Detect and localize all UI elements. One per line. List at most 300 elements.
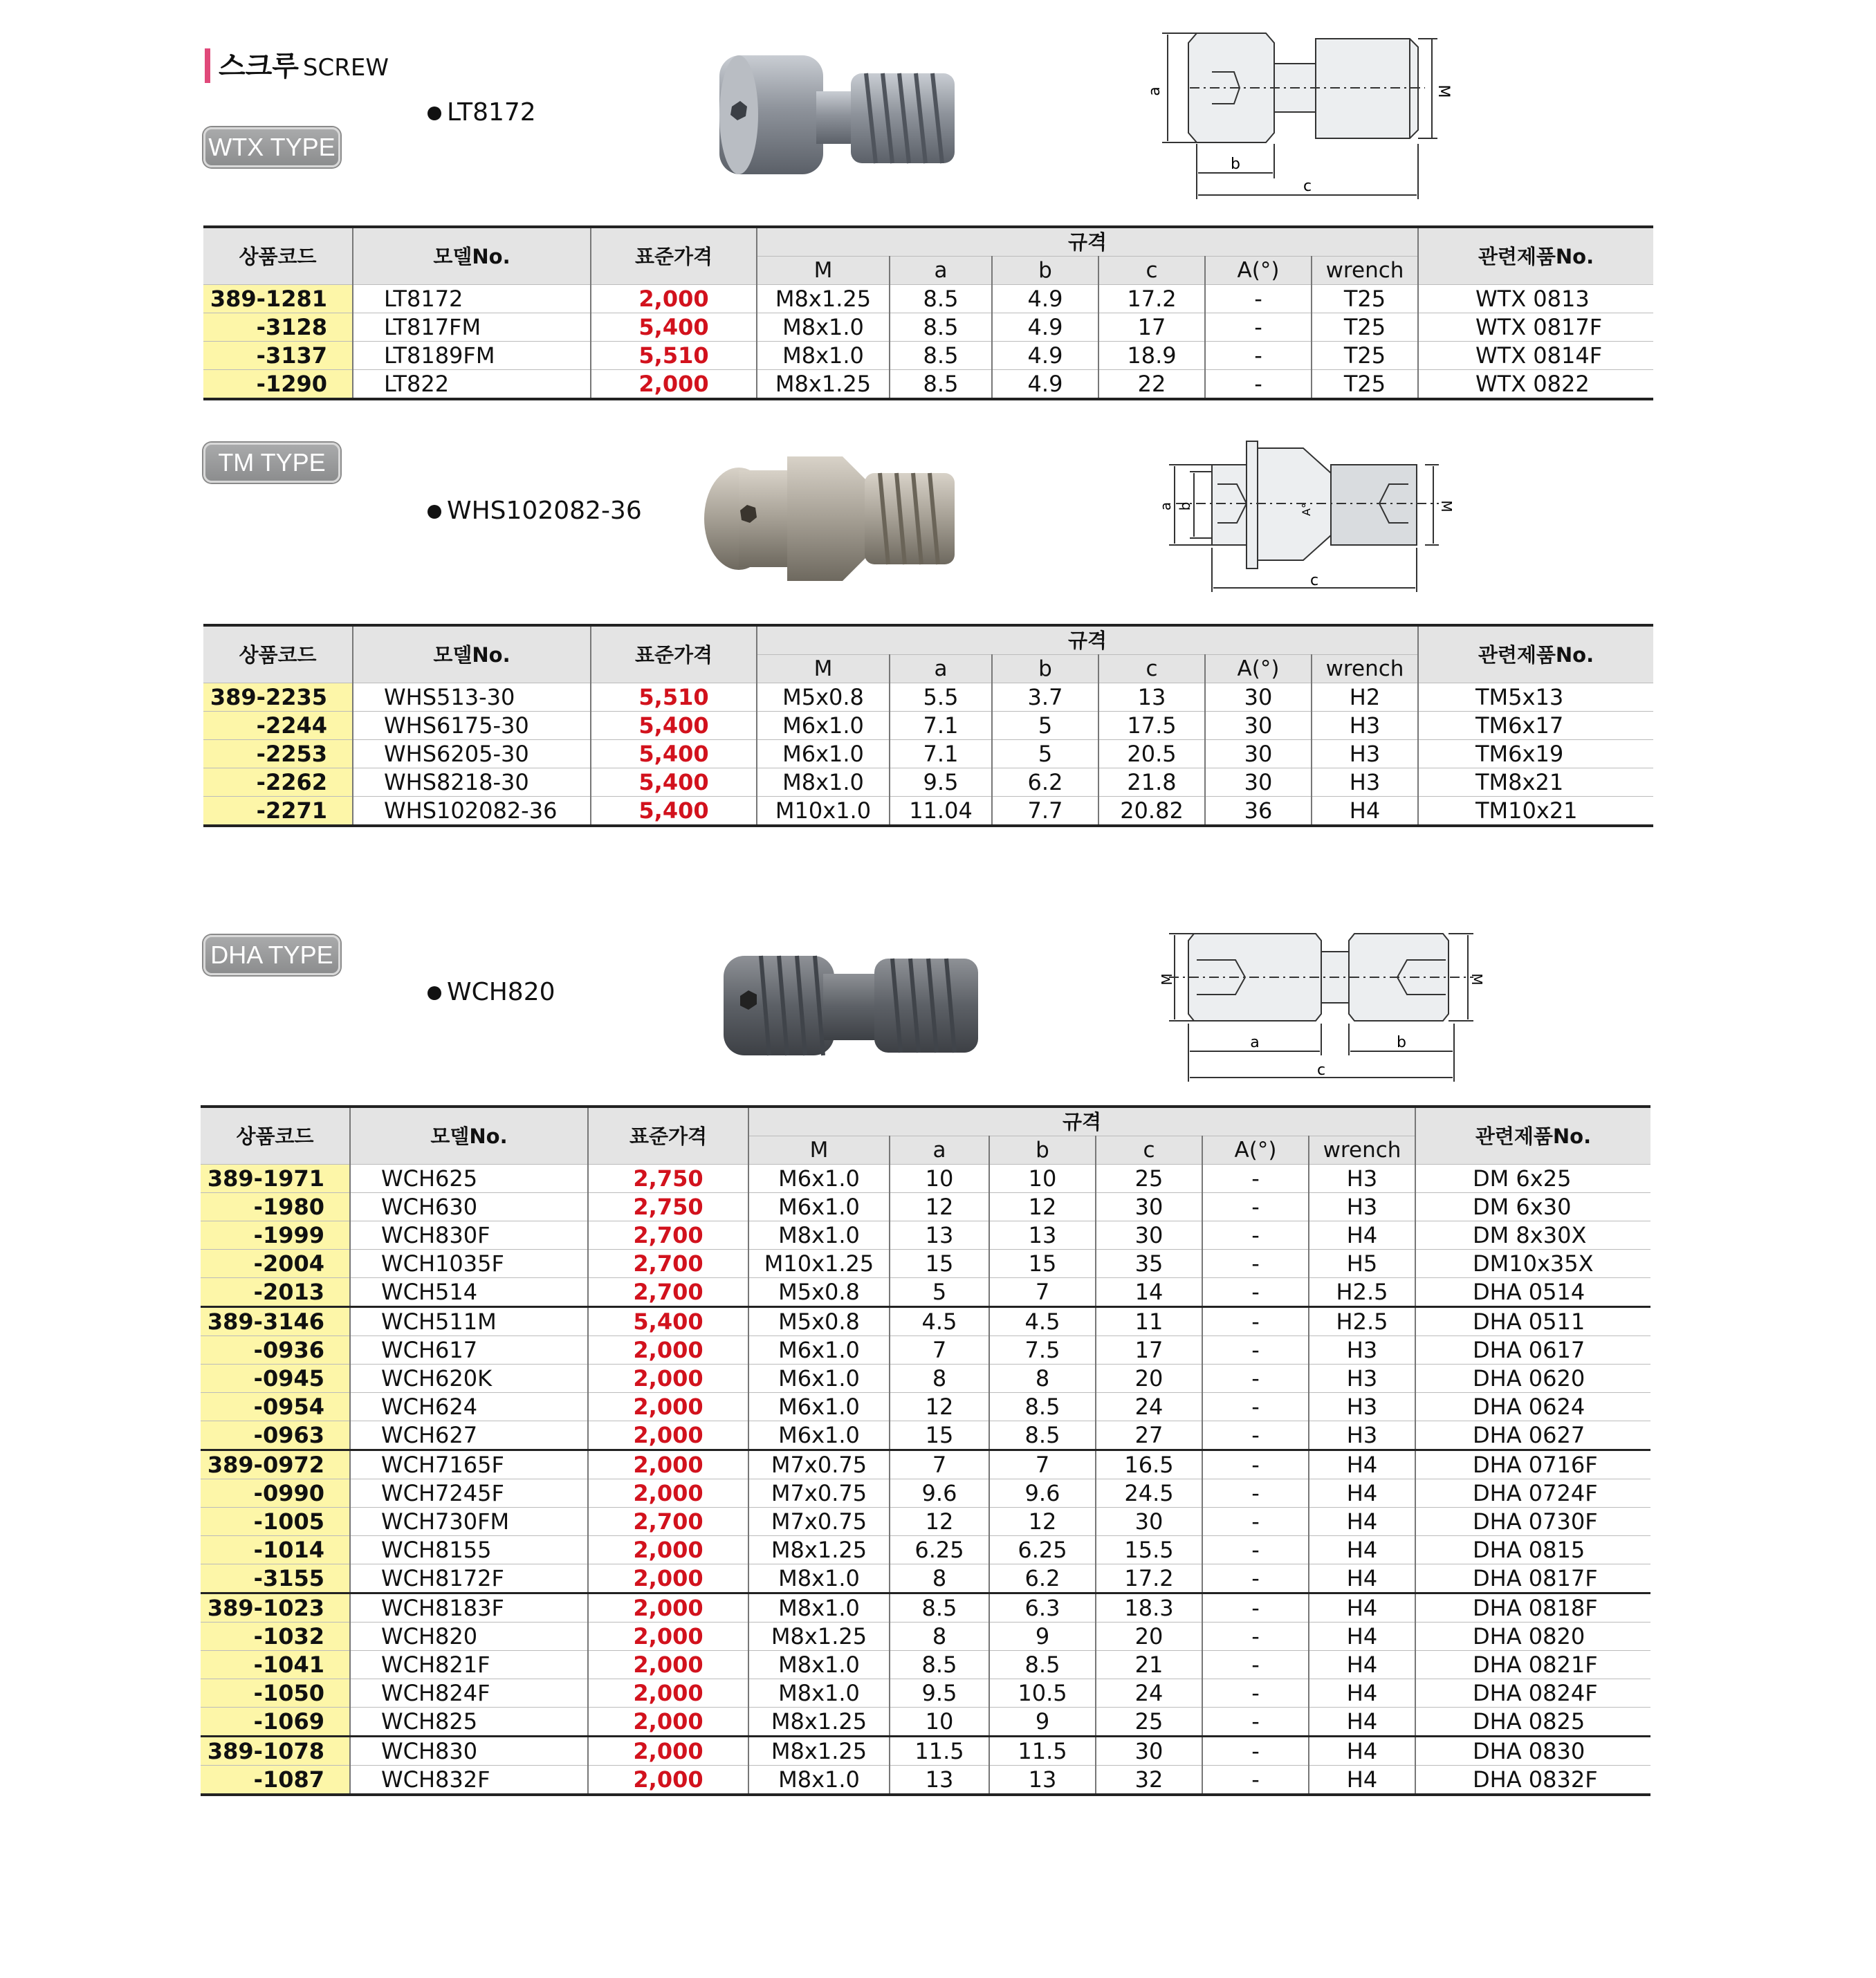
- cell-m: M10x1.0: [757, 797, 890, 826]
- cell-code: -2271: [203, 797, 353, 826]
- col-header-related: 관련제품No.: [1418, 625, 1653, 683]
- cell-rel: DM 6x25: [1415, 1165, 1650, 1193]
- table-row: [201, 1651, 1650, 1679]
- cell-a: 8.5: [890, 1593, 989, 1623]
- cell-m: M8x1.25: [748, 1536, 890, 1564]
- cell-wrench: H4: [1309, 1708, 1415, 1737]
- cell-angle: -: [1202, 1393, 1309, 1421]
- cell-a: 15: [890, 1250, 989, 1278]
- tm-dimension-drawing: [1157, 434, 1466, 600]
- cell-angle: -: [1205, 285, 1312, 313]
- cell-price: 2,700: [588, 1278, 748, 1307]
- col-header-c: c: [1096, 1136, 1202, 1165]
- cell-c: 20.82: [1098, 797, 1205, 826]
- cell-model: WHS102082-36: [353, 797, 591, 826]
- cell-angle: 36: [1205, 797, 1312, 826]
- cell-price: 2,000: [588, 1564, 748, 1593]
- cell-m: M8x1.0: [757, 768, 890, 797]
- cell-model: WCH7245F: [350, 1479, 588, 1508]
- cell-price: 2,000: [591, 370, 757, 400]
- table-row: [201, 1278, 1650, 1307]
- cell-rel: TM10x21: [1418, 797, 1653, 826]
- cell-c: 11: [1096, 1307, 1202, 1336]
- table-row: [201, 1508, 1650, 1536]
- cell-model: WCH730FM: [350, 1508, 588, 1536]
- col-header-model: 모델No.: [353, 625, 591, 683]
- cell-a: 7.1: [890, 740, 992, 768]
- cell-model: WCH627: [350, 1421, 588, 1450]
- cell-angle: -: [1202, 1165, 1309, 1193]
- cell-b: 9: [989, 1623, 1096, 1651]
- cell-m: M6x1.0: [748, 1165, 890, 1193]
- cell-model: WCH514: [350, 1278, 588, 1307]
- model-label-text: LT8172: [447, 98, 536, 127]
- cell-a: 12: [890, 1193, 989, 1221]
- cell-angle: -: [1202, 1651, 1309, 1679]
- table-row: [201, 1165, 1650, 1193]
- col-header-price: 표준가격: [591, 227, 757, 285]
- cell-a: 8.5: [890, 370, 992, 400]
- dim-m-label: M: [1438, 500, 1455, 512]
- cell-model: WCH625: [350, 1165, 588, 1193]
- cell-code: -3128: [203, 313, 353, 342]
- cell-code: 389-1078: [201, 1737, 350, 1766]
- cell-angle: -: [1202, 1564, 1309, 1593]
- dim-b-label: b: [1177, 501, 1193, 511]
- cell-m: M8x1.25: [757, 285, 890, 313]
- table-row: [201, 1365, 1650, 1393]
- cell-angle: -: [1202, 1593, 1309, 1623]
- cell-model: WCH511M: [350, 1307, 588, 1336]
- col-header-b: b: [992, 655, 1098, 683]
- cell-b: 8: [989, 1365, 1096, 1393]
- cell-wrench: H4: [1309, 1737, 1415, 1766]
- cell-a: 8.5: [890, 285, 992, 313]
- dim-m-label-right: M: [1469, 973, 1485, 986]
- cell-a: 7.1: [890, 712, 992, 740]
- cell-b: 6.25: [989, 1536, 1096, 1564]
- cell-rel: DHA 0832F: [1415, 1766, 1650, 1795]
- cell-c: 24: [1096, 1393, 1202, 1421]
- cell-a: 9.6: [890, 1479, 989, 1508]
- cell-a: 5.5: [890, 683, 992, 712]
- cell-a: 8: [890, 1623, 989, 1651]
- cell-price: 2,700: [588, 1250, 748, 1278]
- cell-a: 7: [890, 1450, 989, 1479]
- cell-price: 5,400: [591, 313, 757, 342]
- cell-code: -1087: [201, 1766, 350, 1795]
- cell-code: -1290: [203, 370, 353, 400]
- bullet-icon: [427, 505, 441, 519]
- cell-price: 2,000: [588, 1766, 748, 1795]
- cell-c: 22: [1098, 370, 1205, 400]
- cell-model: WCH617: [350, 1336, 588, 1365]
- cell-rel: DHA 0818F: [1415, 1593, 1650, 1623]
- col-header-angle: A(°): [1205, 257, 1312, 285]
- cell-angle: -: [1202, 1450, 1309, 1479]
- model-label-text: WHS102082-36: [447, 497, 642, 525]
- cell-angle: 30: [1205, 683, 1312, 712]
- cell-rel: TM8x21: [1418, 768, 1653, 797]
- cell-rel: DHA 0620: [1415, 1365, 1650, 1393]
- cell-angle: -: [1202, 1421, 1309, 1450]
- cell-angle: -: [1202, 1278, 1309, 1307]
- cell-c: 24.5: [1096, 1479, 1202, 1508]
- table-row: [201, 1421, 1650, 1450]
- cell-b: 10: [989, 1165, 1096, 1193]
- cell-b: 11.5: [989, 1737, 1096, 1766]
- cell-angle: -: [1202, 1536, 1309, 1564]
- cell-a: 8: [890, 1365, 989, 1393]
- cell-rel: DHA 0820: [1415, 1623, 1650, 1651]
- cell-wrench: H4: [1309, 1508, 1415, 1536]
- cell-m: M8x1.25: [757, 370, 890, 400]
- cell-c: 17.2: [1096, 1564, 1202, 1593]
- cell-m: M8x1.0: [748, 1221, 890, 1250]
- cell-code: 389-3146: [201, 1307, 350, 1336]
- cell-code: -2244: [203, 712, 353, 740]
- cell-m: M6x1.0: [748, 1193, 890, 1221]
- table-row: [201, 1679, 1650, 1708]
- col-header-related: 관련제품No.: [1415, 1107, 1650, 1165]
- cell-code: -2262: [203, 768, 353, 797]
- col-header-b: b: [992, 257, 1098, 285]
- cell-b: 15: [989, 1250, 1096, 1278]
- col-header-a: a: [890, 655, 992, 683]
- cell-price: 2,700: [588, 1221, 748, 1250]
- col-header-c: c: [1098, 655, 1205, 683]
- cell-rel: DHA 0825: [1415, 1708, 1650, 1737]
- cell-code: -0936: [201, 1336, 350, 1365]
- cell-b: 4.9: [992, 342, 1098, 370]
- table-row: [201, 1593, 1650, 1623]
- cell-c: 15.5: [1096, 1536, 1202, 1564]
- table-row: [203, 797, 1653, 826]
- cell-price: 2,750: [588, 1165, 748, 1193]
- cell-wrench: H4: [1309, 1479, 1415, 1508]
- dim-c-label: c: [1316, 1062, 1326, 1079]
- cell-a: 6.25: [890, 1536, 989, 1564]
- cell-b: 4.9: [992, 370, 1098, 400]
- cell-m: M7x0.75: [748, 1479, 890, 1508]
- col-header-spec: 규격: [748, 1107, 1415, 1136]
- cell-wrench: H2.5: [1309, 1307, 1415, 1336]
- table-row: [201, 1450, 1650, 1479]
- cell-wrench: H3: [1312, 740, 1418, 768]
- cell-c: 17: [1098, 313, 1205, 342]
- cell-wrench: T25: [1312, 285, 1418, 313]
- cell-rel: WTX 0814F: [1418, 342, 1653, 370]
- cell-rel: DHA 0617: [1415, 1336, 1650, 1365]
- cell-model: LT822: [353, 370, 591, 400]
- col-header-related: 관련제품No.: [1418, 227, 1653, 285]
- cell-model: WHS6175-30: [353, 712, 591, 740]
- cell-wrench: H5: [1309, 1250, 1415, 1278]
- cell-model: LT8172: [353, 285, 591, 313]
- cell-m: M8x1.0: [748, 1593, 890, 1623]
- cell-a: 7: [890, 1336, 989, 1365]
- cell-wrench: H3: [1309, 1365, 1415, 1393]
- cell-code: -2004: [201, 1250, 350, 1278]
- cell-wrench: H4: [1309, 1593, 1415, 1623]
- cell-a: 10: [890, 1708, 989, 1737]
- cell-b: 5: [992, 740, 1098, 768]
- cell-wrench: H3: [1312, 768, 1418, 797]
- cell-angle: -: [1202, 1737, 1309, 1766]
- cell-model: WCH821F: [350, 1651, 588, 1679]
- cell-price: 5,400: [588, 1307, 748, 1336]
- cell-wrench: H3: [1309, 1336, 1415, 1365]
- cell-m: M8x1.25: [748, 1708, 890, 1737]
- cell-c: 35: [1096, 1250, 1202, 1278]
- table-row: [203, 370, 1653, 400]
- cell-m: M5x0.8: [748, 1307, 890, 1336]
- cell-a: 9.5: [890, 768, 992, 797]
- cell-code: -0963: [201, 1421, 350, 1450]
- model-label-tm: [427, 497, 642, 525]
- cell-rel: DHA 0815: [1415, 1536, 1650, 1564]
- dim-m-label: M: [1435, 84, 1452, 98]
- cell-wrench: H2.5: [1309, 1278, 1415, 1307]
- cell-b: 9: [989, 1708, 1096, 1737]
- table-row: [201, 1479, 1650, 1508]
- cell-angle: 30: [1205, 740, 1312, 768]
- type-badge-wtx: WTX TYPE: [203, 127, 340, 167]
- title-korean: 스크루: [219, 50, 299, 82]
- cell-price: 2,000: [588, 1536, 748, 1564]
- cell-b: 12: [989, 1193, 1096, 1221]
- cell-wrench: H4: [1309, 1221, 1415, 1250]
- tm-screw-photo: [699, 450, 962, 588]
- col-header-wrench: wrench: [1312, 257, 1418, 285]
- cell-angle: -: [1202, 1766, 1309, 1795]
- cell-model: WCH620K: [350, 1365, 588, 1393]
- cell-m: M8x1.0: [748, 1766, 890, 1795]
- cell-a: 9.5: [890, 1679, 989, 1708]
- col-header-spec: 규격: [757, 227, 1418, 257]
- cell-code: -1999: [201, 1221, 350, 1250]
- cell-b: 7.7: [992, 797, 1098, 826]
- cell-b: 6.3: [989, 1593, 1096, 1623]
- cell-m: M5x0.8: [748, 1278, 890, 1307]
- cell-model: WCH824F: [350, 1679, 588, 1708]
- dim-m-label-left: M: [1159, 973, 1175, 986]
- title-accent-bar: [205, 48, 210, 83]
- cell-angle: -: [1202, 1708, 1309, 1737]
- cell-rel: DHA 0824F: [1415, 1679, 1650, 1708]
- col-header-code: 상품코드: [203, 227, 353, 285]
- col-header-c: c: [1098, 257, 1205, 285]
- page-title: [219, 44, 389, 84]
- table-row: [203, 285, 1653, 313]
- cell-rel: TM5x13: [1418, 683, 1653, 712]
- cell-price: 2,000: [588, 1623, 748, 1651]
- cell-angle: -: [1202, 1623, 1309, 1651]
- col-header-wrench: wrench: [1312, 655, 1418, 683]
- model-label-wtx: [427, 98, 536, 127]
- cell-angle: -: [1202, 1307, 1309, 1336]
- cell-rel: WTX 0813: [1418, 285, 1653, 313]
- model-label-dha: [427, 978, 555, 1006]
- col-header-b: b: [989, 1136, 1096, 1165]
- cell-rel: DHA 0817F: [1415, 1564, 1650, 1593]
- cell-price: 2,700: [588, 1508, 748, 1536]
- cell-model: WCH8183F: [350, 1593, 588, 1623]
- cell-c: 30: [1096, 1508, 1202, 1536]
- cell-b: 7.5: [989, 1336, 1096, 1365]
- cell-m: M8x1.0: [748, 1651, 890, 1679]
- cell-code: -3155: [201, 1564, 350, 1593]
- cell-a: 12: [890, 1393, 989, 1421]
- cell-c: 14: [1096, 1278, 1202, 1307]
- cell-model: WCH8172F: [350, 1564, 588, 1593]
- table-row: [201, 1766, 1650, 1795]
- cell-model: WCH1035F: [350, 1250, 588, 1278]
- cell-c: 32: [1096, 1766, 1202, 1795]
- cell-angle: -: [1202, 1479, 1309, 1508]
- dim-angle-label: A°: [1300, 503, 1313, 516]
- cell-model: LT8189FM: [353, 342, 591, 370]
- cell-wrench: T25: [1312, 342, 1418, 370]
- cell-wrench: H3: [1309, 1165, 1415, 1193]
- cell-model: WHS6205-30: [353, 740, 591, 768]
- cell-code: 389-1971: [201, 1165, 350, 1193]
- table-row: [203, 740, 1653, 768]
- cell-angle: -: [1202, 1221, 1309, 1250]
- cell-wrench: H4: [1309, 1536, 1415, 1564]
- table-row: [201, 1737, 1650, 1766]
- cell-price: 2,000: [588, 1393, 748, 1421]
- cell-a: 11.04: [890, 797, 992, 826]
- cell-c: 30: [1096, 1737, 1202, 1766]
- cell-angle: -: [1205, 370, 1312, 400]
- cell-angle: -: [1202, 1365, 1309, 1393]
- cell-rel: DHA 0821F: [1415, 1651, 1650, 1679]
- cell-m: M6x1.0: [757, 740, 890, 768]
- bullet-icon: [427, 107, 441, 120]
- cell-model: WCH7165F: [350, 1450, 588, 1479]
- cell-b: 9.6: [989, 1479, 1096, 1508]
- cell-c: 25: [1096, 1165, 1202, 1193]
- cell-m: M6x1.0: [748, 1336, 890, 1365]
- col-header-model: 모델No.: [350, 1107, 588, 1165]
- cell-angle: -: [1202, 1250, 1309, 1278]
- cell-b: 13: [989, 1221, 1096, 1250]
- table-row: [203, 712, 1653, 740]
- cell-price: 5,400: [591, 768, 757, 797]
- cell-c: 13: [1098, 683, 1205, 712]
- cell-price: 5,400: [591, 712, 757, 740]
- cell-model: WHS513-30: [353, 683, 591, 712]
- cell-rel: DM 8x30X: [1415, 1221, 1650, 1250]
- dim-c-label: c: [1303, 178, 1312, 195]
- cell-m: M8x1.0: [757, 313, 890, 342]
- cell-b: 7: [989, 1450, 1096, 1479]
- cell-wrench: H3: [1312, 712, 1418, 740]
- cell-code: 389-0972: [201, 1450, 350, 1479]
- cell-wrench: T25: [1312, 313, 1418, 342]
- col-header-code: 상품코드: [201, 1107, 350, 1165]
- cell-rel: DHA 0716F: [1415, 1450, 1650, 1479]
- cell-m: M8x1.25: [748, 1737, 890, 1766]
- cell-price: 2,000: [588, 1450, 748, 1479]
- cell-code: -2013: [201, 1278, 350, 1307]
- cell-rel: DHA 0514: [1415, 1278, 1650, 1307]
- cell-a: 13: [890, 1221, 989, 1250]
- cell-b: 8.5: [989, 1393, 1096, 1421]
- cell-price: 2,750: [588, 1193, 748, 1221]
- cell-c: 18.9: [1098, 342, 1205, 370]
- cell-model: WCH832F: [350, 1766, 588, 1795]
- cell-code: -2253: [203, 740, 353, 768]
- dim-b-label: b: [1397, 1034, 1406, 1051]
- table-row: [201, 1623, 1650, 1651]
- spec-table-wtx: [203, 225, 1653, 400]
- cell-wrench: T25: [1312, 370, 1418, 400]
- cell-a: 13: [890, 1766, 989, 1795]
- col-header-price: 표준가격: [588, 1107, 748, 1165]
- cell-c: 20.5: [1098, 740, 1205, 768]
- cell-price: 2,000: [591, 285, 757, 313]
- table-row: [201, 1250, 1650, 1278]
- bullet-icon: [427, 986, 441, 1000]
- cell-m: M6x1.0: [748, 1365, 890, 1393]
- cell-b: 5: [992, 712, 1098, 740]
- cell-c: 27: [1096, 1421, 1202, 1450]
- cell-m: M8x1.0: [748, 1679, 890, 1708]
- cell-b: 12: [989, 1508, 1096, 1536]
- cell-wrench: H3: [1309, 1393, 1415, 1421]
- dim-a-label: a: [1146, 86, 1164, 96]
- cell-c: 17.5: [1098, 712, 1205, 740]
- cell-model: WCH630: [350, 1193, 588, 1221]
- type-badge-dha: DHA TYPE: [203, 935, 340, 975]
- cell-rel: DM10x35X: [1415, 1250, 1650, 1278]
- cell-a: 10: [890, 1165, 989, 1193]
- cell-a: 5: [890, 1278, 989, 1307]
- cell-a: 4.5: [890, 1307, 989, 1336]
- cell-c: 21.8: [1098, 768, 1205, 797]
- cell-b: 4.9: [992, 285, 1098, 313]
- cell-c: 18.3: [1096, 1593, 1202, 1623]
- dim-b-label: b: [1231, 156, 1240, 173]
- cell-rel: TM6x17: [1418, 712, 1653, 740]
- cell-a: 11.5: [890, 1737, 989, 1766]
- cell-b: 13: [989, 1766, 1096, 1795]
- cell-wrench: H4: [1309, 1766, 1415, 1795]
- cell-wrench: H3: [1309, 1193, 1415, 1221]
- cell-c: 21: [1096, 1651, 1202, 1679]
- cell-m: M10x1.25: [748, 1250, 890, 1278]
- cell-model: WCH8155: [350, 1536, 588, 1564]
- cell-rel: WTX 0817F: [1418, 313, 1653, 342]
- cell-angle: -: [1205, 342, 1312, 370]
- col-header-a: a: [890, 1136, 989, 1165]
- cell-rel: DHA 0627: [1415, 1421, 1650, 1450]
- dim-c-label: c: [1309, 572, 1319, 589]
- cell-price: 2,000: [588, 1365, 748, 1393]
- cell-price: 2,000: [588, 1479, 748, 1508]
- dha-dimension-drawing: [1159, 924, 1485, 1087]
- dim-a-label: a: [1157, 501, 1174, 511]
- cell-wrench: H4: [1312, 797, 1418, 826]
- cell-wrench: H2: [1312, 683, 1418, 712]
- cell-rel: DHA 0730F: [1415, 1508, 1650, 1536]
- cell-code: -0990: [201, 1479, 350, 1508]
- cell-model: WCH624: [350, 1393, 588, 1421]
- cell-angle: -: [1202, 1336, 1309, 1365]
- cell-c: 25: [1096, 1708, 1202, 1737]
